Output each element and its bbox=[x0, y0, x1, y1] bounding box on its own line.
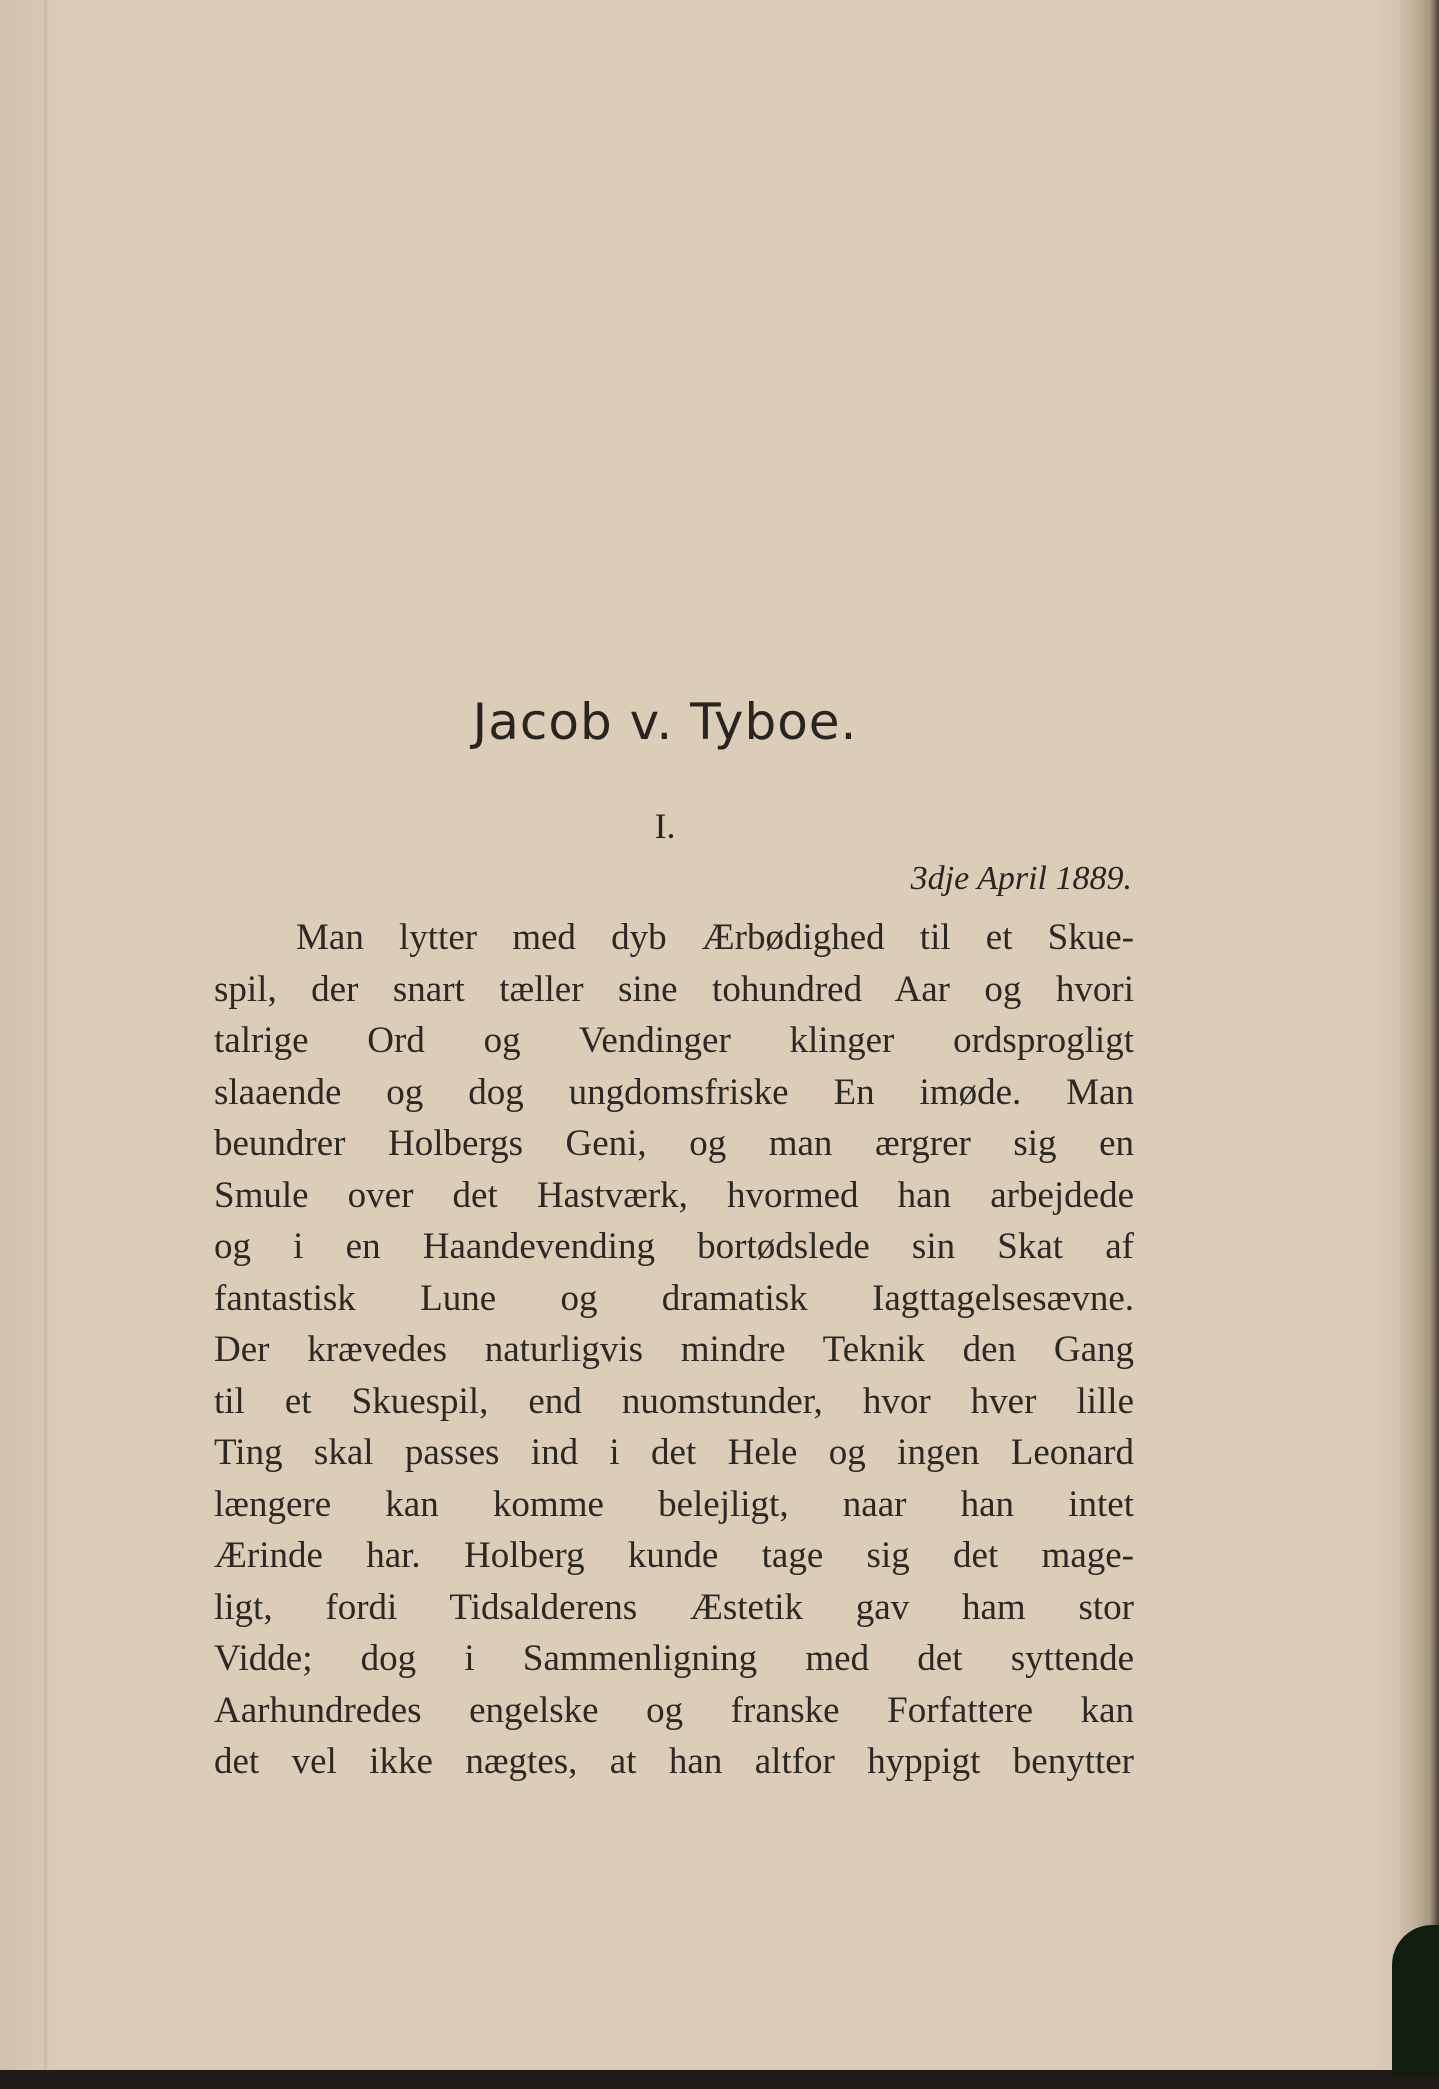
text-line: beundrer Holbergs Geni, og man ærgrer sig en bbox=[214, 1123, 1134, 1164]
text-line: ligt, fordi Tidsalderens Æstetik gav ham stor bbox=[214, 1586, 1134, 1628]
text-line: længere kan komme belejligt, naar han intet bbox=[214, 1483, 1134, 1525]
text-line: Man lytter med dyb Ærbødighed til et Skue- bbox=[296, 917, 1134, 958]
text-line: spil, der snart tæller sine tohundred Aar og hvori bbox=[214, 968, 1134, 1010]
text-line: Der krævedes naturligvis mindre Teknik den Gang bbox=[214, 1329, 1134, 1370]
text-line: Aarhundredes engelske og franske Forfattere kan bbox=[214, 1689, 1134, 1731]
text-line: talrige Ord og Vendinger klinger ordsprogligt bbox=[214, 1020, 1134, 1061]
section-number: I. bbox=[654, 806, 676, 846]
page-edge-bottom bbox=[0, 2070, 1439, 2089]
corner-shadow bbox=[1392, 1925, 1439, 2075]
chapter-title: Jacob v. Tyboe. bbox=[472, 693, 858, 751]
page-edge-right bbox=[1400, 0, 1439, 2089]
dateline: 3dje April 1889. bbox=[910, 860, 1132, 897]
page-gutter-shadow bbox=[44, 0, 47, 2070]
text-line: Ærinde har. Holberg kunde tage sig det mage- bbox=[214, 1535, 1134, 1576]
text-line: til et Skuespil, end nuomstunder, hvor hver lille bbox=[214, 1380, 1134, 1422]
text-line: fantastisk Lune og dramatisk Iagttagelsesævne. bbox=[214, 1277, 1134, 1319]
text-line: og i en Haandevending bortødslede sin Skat af bbox=[214, 1226, 1134, 1267]
text-line: det vel ikke nægtes, at han altfor hyppigt benytter bbox=[214, 1741, 1134, 1782]
body-paragraph bbox=[214, 912, 1134, 1788]
text-line: slaaende og dog ungdomsfriske En imøde. Man bbox=[214, 1071, 1134, 1113]
text-line: Ting skal passes ind i det Hele og ingen Leonard bbox=[214, 1432, 1134, 1473]
text-line: Smule over det Hastværk, hvormed han arbejdede bbox=[214, 1174, 1134, 1216]
text-line: Vidde; dog i Sammenligning med det syttende bbox=[214, 1638, 1134, 1679]
